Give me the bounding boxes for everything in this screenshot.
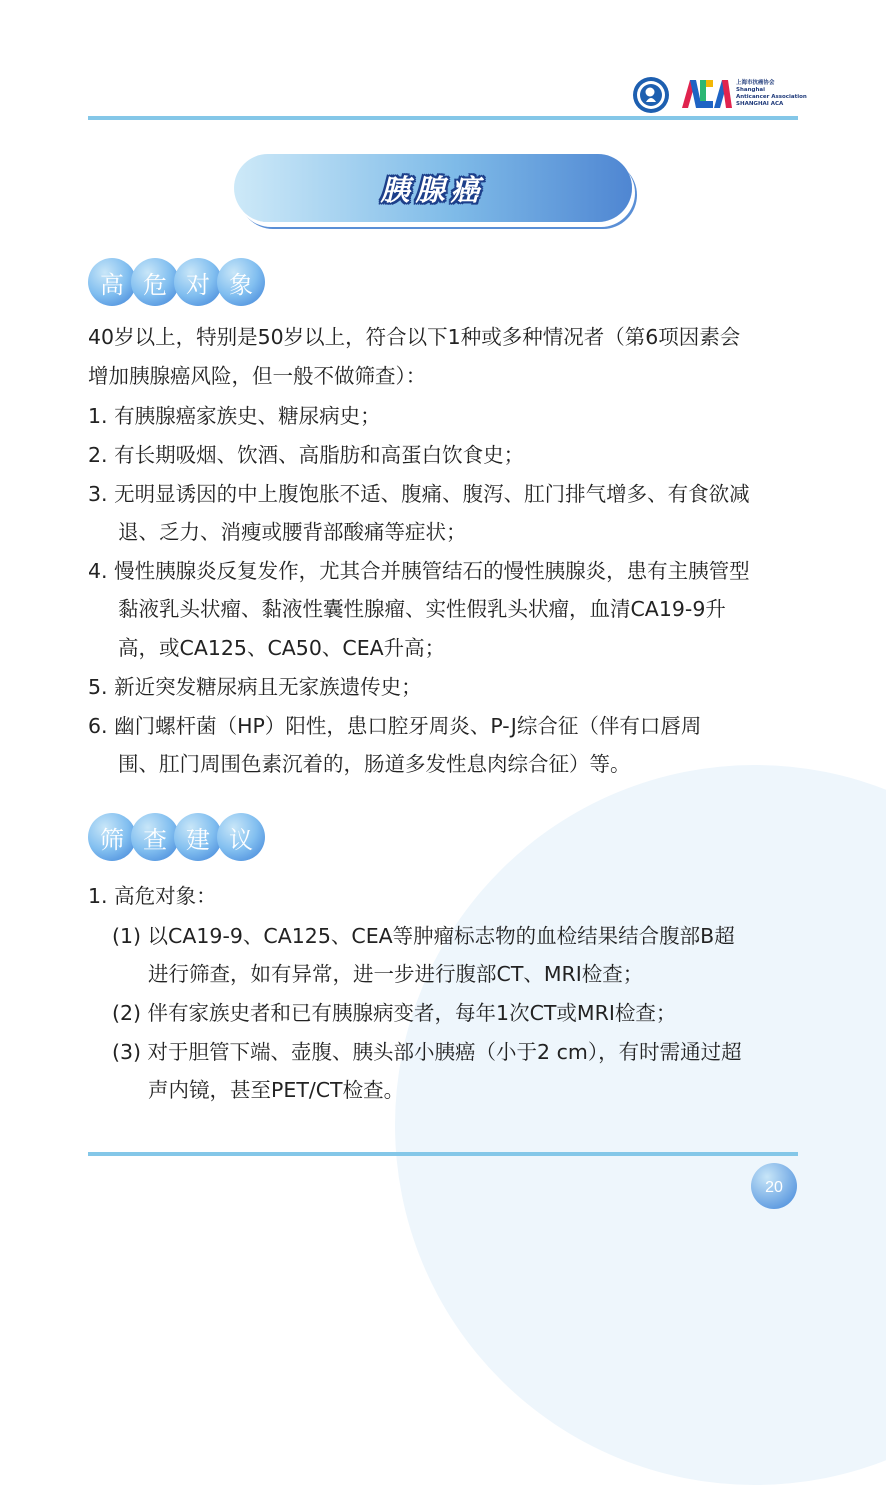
heading-char: 议 [217, 813, 265, 861]
sub-item-continuation: 声内镜，甚至PET/CT检查。 [148, 1078, 405, 1102]
heading-char: 危 [131, 258, 179, 306]
page-number-badge [750, 1162, 798, 1210]
list-item: 1. 高危对象： [88, 884, 217, 908]
sub-item-continuation: 进行筛查，如有异常，进一步进行腹部CT、MRI检查； [148, 962, 644, 986]
list-item-continuation: 黏液乳头状瘤、黏液性囊性腺瘤、实性假乳头状瘤，血清CA19-9升 [118, 597, 726, 621]
list-item: 5. 新近突发糖尿病且无家族遗传史； [88, 675, 422, 699]
title-banner [234, 154, 632, 222]
list-item: 6. 幽门螺杆菌（HP）阳性，患口腔牙周炎、P-J综合征（伴有口唇周 [88, 714, 702, 738]
intro-line: 40岁以上，特别是50岁以上，符合以下1种或多种情况者（第6项因素会 [88, 325, 741, 349]
heading-char: 象 [217, 258, 265, 306]
list-item: 3. 无明显诱因的中上腹饱胀不适、腹痛、腹泻、肛门排气增多、有食欲减 [88, 482, 750, 506]
intro-line: 增加胰腺癌风险，但一般不做筛查）： [88, 364, 427, 388]
list-item-continuation: 高，或CA125、CA50、CEA升高； [118, 636, 446, 660]
heading-char: 高 [88, 258, 136, 306]
association-logo-icon [632, 76, 670, 114]
heading-char: 查 [131, 813, 179, 861]
aca-logo-icon [680, 78, 732, 110]
heading-char: 对 [174, 258, 222, 306]
page-title: 胰腺癌 [380, 172, 486, 207]
background-circle [395, 765, 886, 1485]
list-item: 1. 有胰腺癌家族史、糖尿病史； [88, 404, 381, 428]
heading-char: 筛 [88, 813, 136, 861]
list-item: 4. 慢性胰腺炎反复发作，尤其合并胰管结石的慢性胰腺炎，患有主胰管型 [88, 559, 750, 583]
sub-item: (1) 以CA19-9、CA125、CEA等肿瘤标志物的血检结果结合腹部B超 [112, 924, 735, 948]
page-number: 20 [765, 1179, 783, 1196]
list-item-continuation: 围、肛门周围色素沉着的，肠道多发性息肉综合征）等。 [118, 752, 631, 776]
association-name: 上海市抗癌协会 Shanghai Anticancer Association SHANGHAI ACA [736, 80, 807, 107]
list-item: 2. 有长期吸烟、饮酒、高脂肪和高蛋白饮食史； [88, 443, 525, 467]
header-rule [88, 116, 798, 120]
sub-item: (2) 伴有家族史者和已有胰腺病变者，每年1次CT或MRI检查； [112, 1001, 677, 1025]
sub-item: (3) 对于胆管下端、壶腹、胰头部小胰癌（小于2 cm），有时需通过超 [112, 1040, 742, 1064]
footer-rule [88, 1152, 798, 1156]
list-item-continuation: 退、乏力、消瘦或腰背部酸痛等症状； [118, 520, 467, 544]
heading-char: 建 [174, 813, 222, 861]
